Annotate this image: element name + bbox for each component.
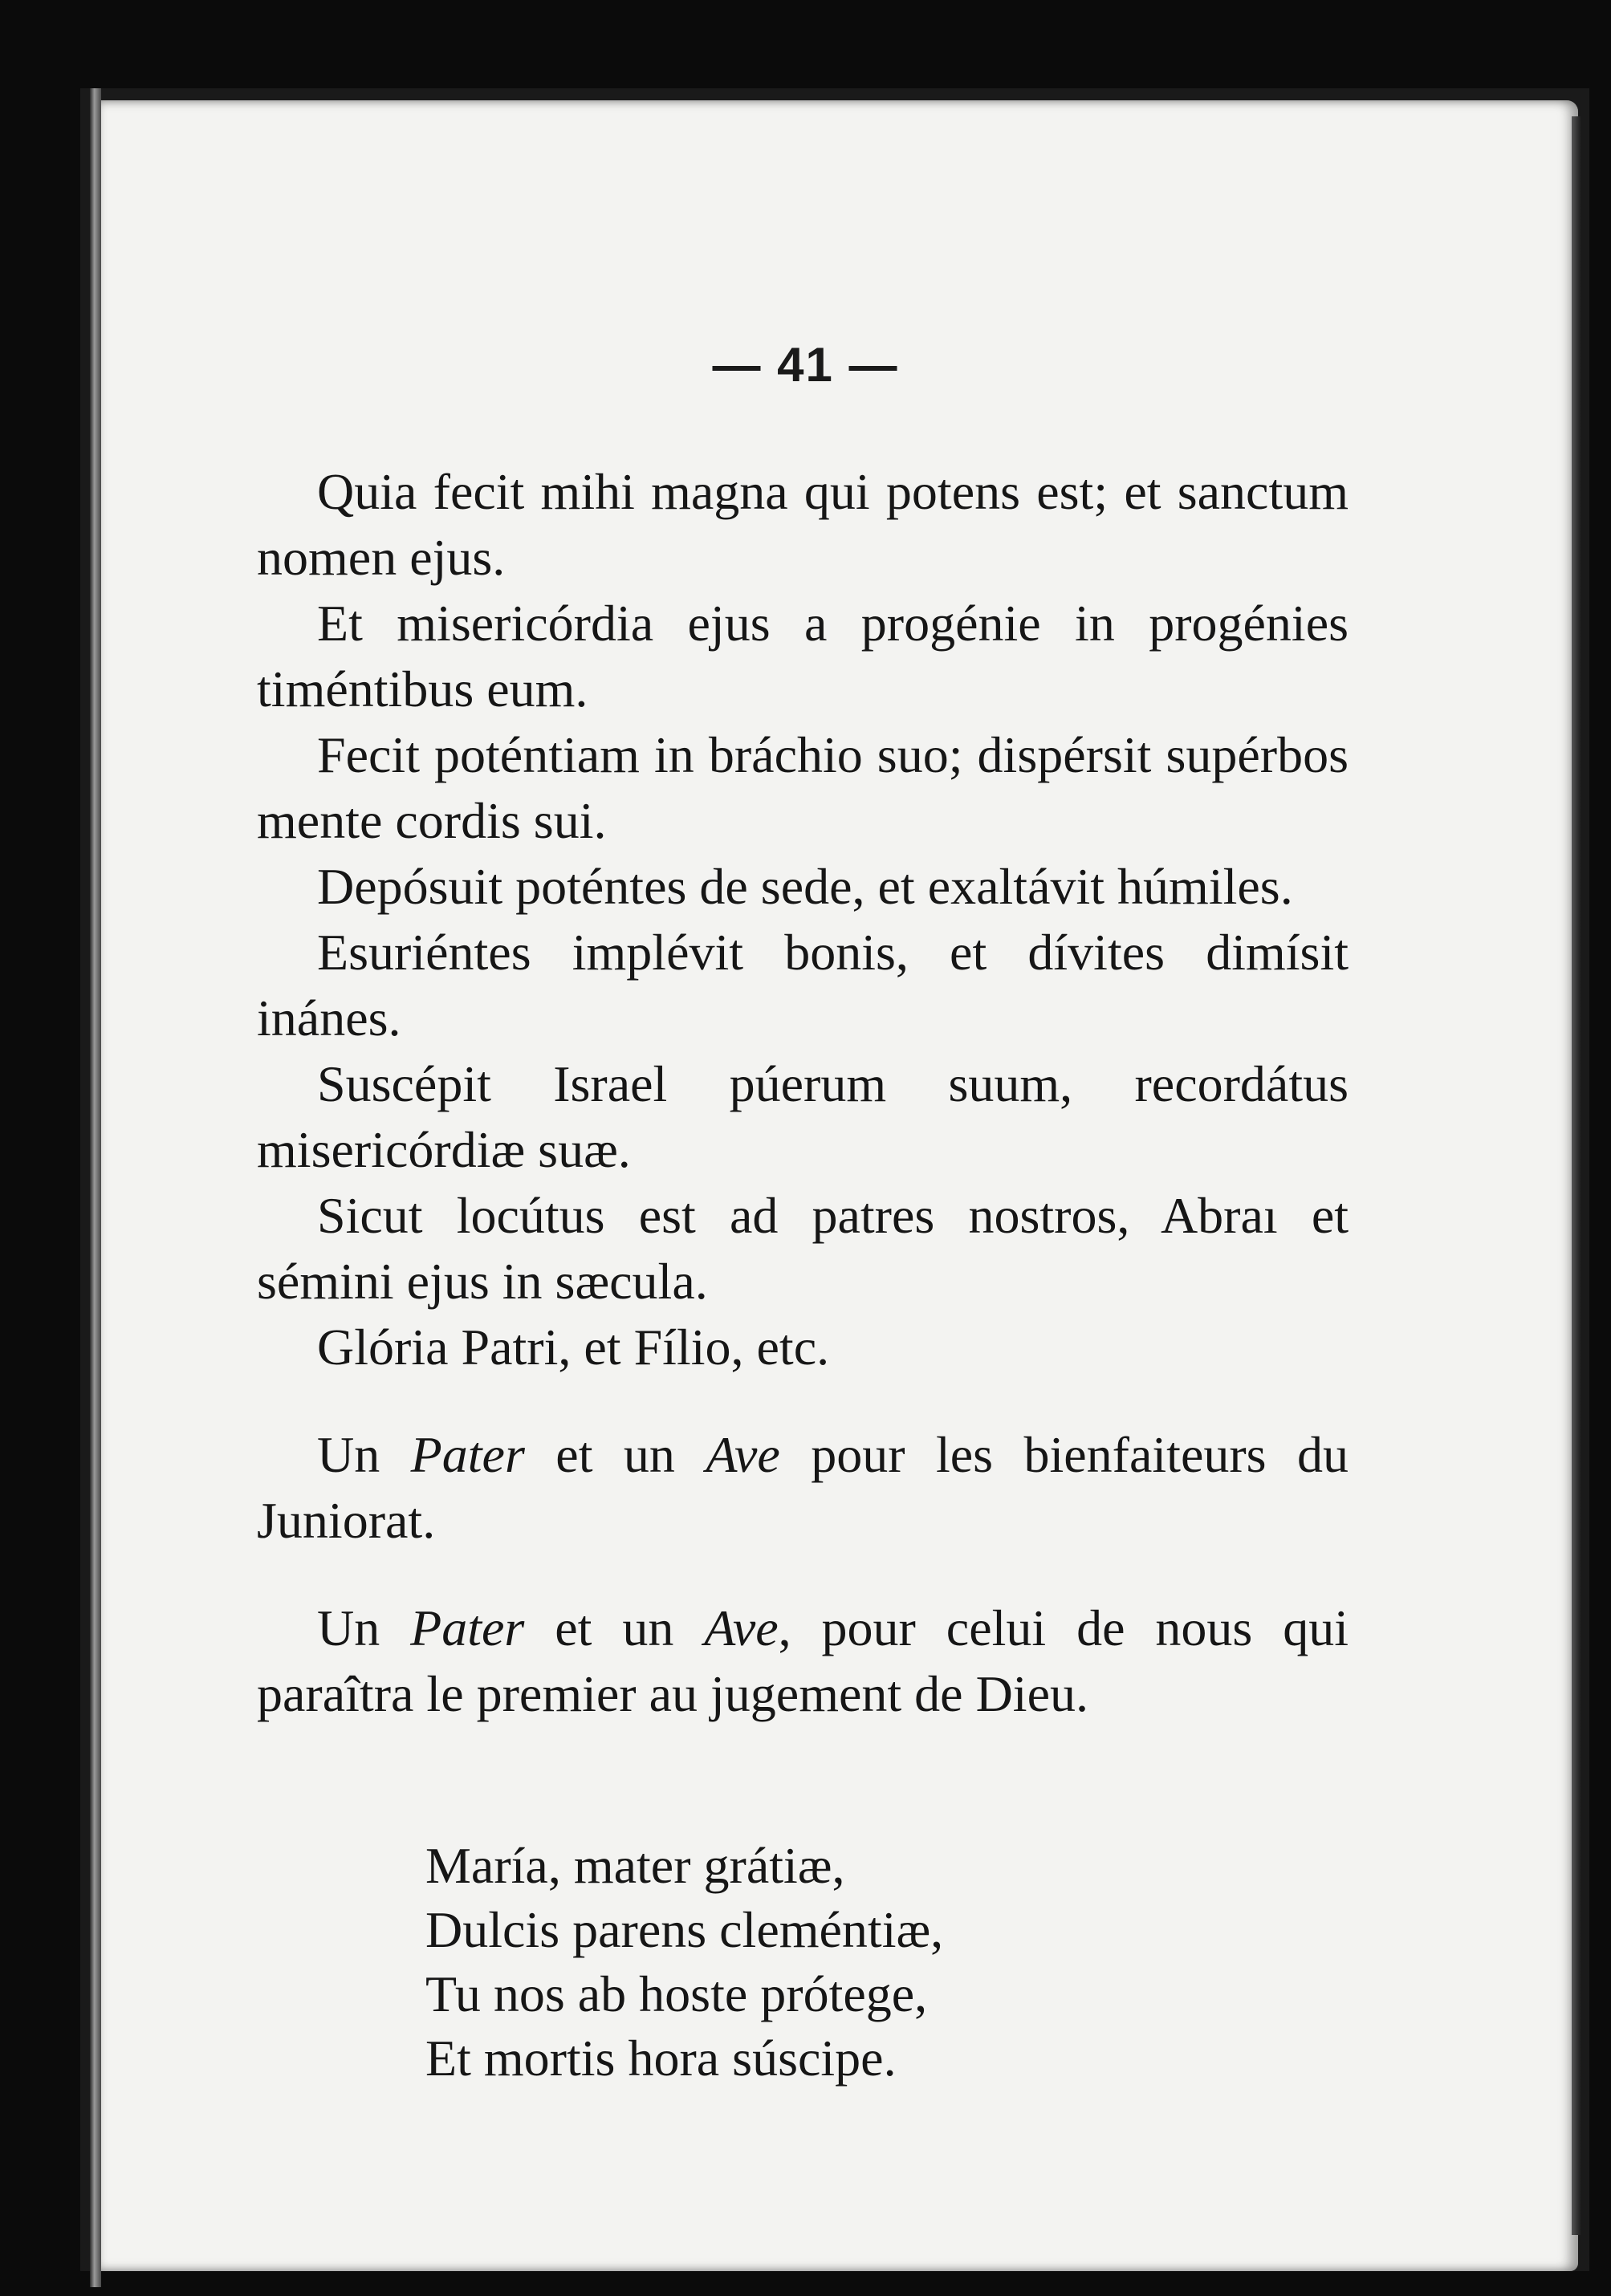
verse-paragraph: Quia fecit mihi magna qui potens est; et sanctum nomen ejus. bbox=[257, 463, 1349, 586]
intention-text: Un bbox=[317, 1599, 411, 1656]
ave-italic: Ave bbox=[704, 1599, 779, 1656]
hymn-line: Tu nos ab hoste prótege, bbox=[425, 1965, 928, 2022]
book-gutter bbox=[90, 88, 101, 2287]
verse-paragraph: Depósuit poténtes de sede, et exaltávit húmiles. bbox=[317, 858, 1293, 915]
intention-benefactors bbox=[257, 1422, 1349, 1554]
gloria-line: Glória Patri, et Fílio, etc. bbox=[317, 1319, 830, 1376]
hymn-line: Dulcis parens cleméntiæ, bbox=[425, 1901, 944, 1958]
intention-text: pour les bienfaiteurs du Juniorat. bbox=[257, 1426, 1349, 1549]
verse-paragraph: Suscépit Israel púerum suum, recordátus misericórdiæ suæ. bbox=[257, 1055, 1349, 1178]
hymn-line: María, mater grátiæ, bbox=[425, 1837, 845, 1894]
pater-italic: Pater bbox=[410, 1426, 525, 1483]
page-number: — 41 — bbox=[712, 338, 899, 392]
hymn-line: Et mortis hora súscipe. bbox=[425, 2030, 897, 2087]
verse-paragraph: Sicut locútus est ad patres nostros, Abraı et sémini ejus in sæcula. bbox=[257, 1187, 1349, 1310]
ave-italic: Ave bbox=[706, 1426, 780, 1483]
verse-paragraph: Et misericórdia ejus a progénie in progénies timéntibus eum. bbox=[257, 595, 1349, 717]
magnificat-text bbox=[257, 459, 1349, 1727]
intention-judgement bbox=[257, 1595, 1349, 1727]
hymn-verse bbox=[425, 1834, 943, 2091]
pater-italic: Pater bbox=[410, 1599, 525, 1656]
verse-paragraph: Esuriéntes implévit bonis, et dívites dimísit inánes. bbox=[257, 924, 1349, 1046]
intention-text: et un bbox=[524, 1599, 705, 1656]
page-edge bbox=[1572, 116, 1581, 2235]
verse-paragraph: Fecit poténtiam in bráchio suo; dispérsit supérbos mente cordis sui. bbox=[257, 726, 1349, 849]
intention-text: et un bbox=[524, 1426, 706, 1483]
intention-text: , pour celui de nous qui paraîtra le premier au jugement de Dieu. bbox=[257, 1599, 1349, 1722]
intention-text: Un bbox=[317, 1426, 411, 1483]
